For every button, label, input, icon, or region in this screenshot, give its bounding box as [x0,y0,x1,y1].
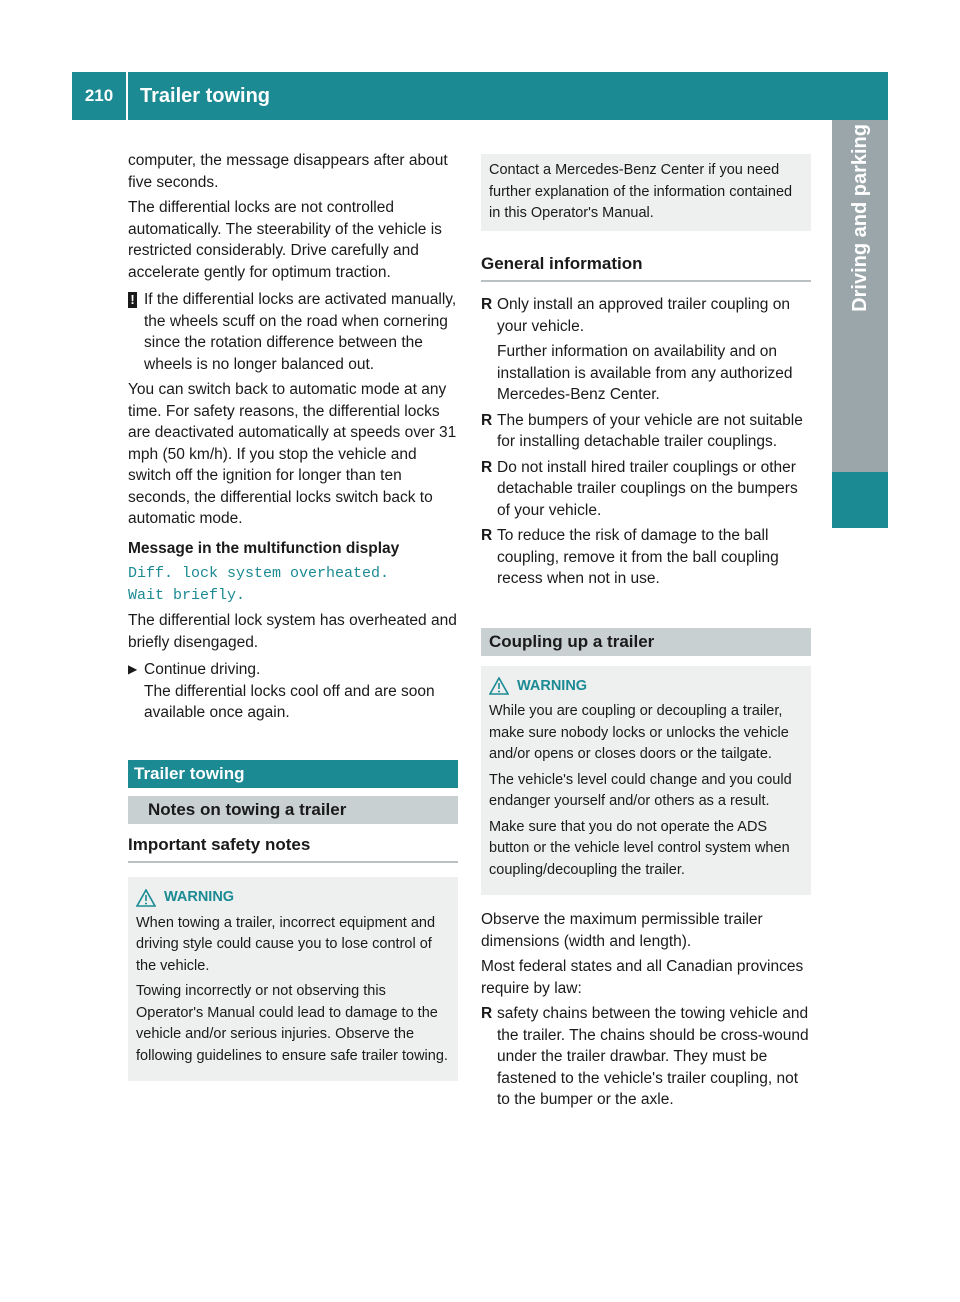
warning-text: Towing incorrectly or not observing this Operator's Manual could lead to damage to the vehicle and/or serious injuries. Observe the following guidelines to ensure safe trailer towing. [136,983,448,1064]
paragraph: You can switch back to automatic mode at any time. For safety reasons, the differential locks are deactivated automatically at speeds over 31 mph (50 km/h). If you stop the vehicle and switch off the ignition for longer than ten seconds, the differential locks switch back to automatic mode. [128,381,457,527]
list-item [481,410,811,453]
warning-box [481,666,811,896]
step-text: Continue driving. [144,661,261,678]
display-message-line: Wait briefly. [128,586,246,604]
page-title: Trailer towing [140,84,271,107]
page-number: 210 [84,86,114,105]
paragraph: The differential lock system has overheated and briefly disengaged. [128,612,457,651]
warning-triangle-icon [489,677,509,695]
section-band-coupling: Coupling up a trailer [481,628,811,656]
bullet-icon: R [481,527,493,544]
list-item [481,457,811,522]
paragraph: computer, the message disappears after about five seconds. [128,152,448,191]
paragraph: The differential locks are not controlled automatically. The steerability of the vehicle is restricted considerably. Drive carefully and accelerate gently for optimum traction. [128,199,442,281]
section-band-notes: Notes on towing a trailer [128,796,458,824]
bullet-icon: R [481,411,493,429]
list-item-text: safety chains between the towing vehicle and the trailer. The chains should be cross-wound under the trailer drawbar. They must be fastened to the vehicle's trailer coupling, not to the bumper or the axle. [497,1005,809,1108]
list-item-subtext: Further information on availability and on installation is available from any authorized Mercedes-Benz Center. [497,343,793,403]
warning-title: WARNING [517,677,588,694]
header-divider [126,72,128,120]
warning-text: While you are coupling or decoupling a trailer, make sure nobody locks or unlocks the vehicle and/or opens or closes doors or the tailgate. [489,703,789,762]
step-result: The differential locks cool off and are soon available once again. [144,682,435,721]
warning-header [489,676,803,698]
right-column [481,154,811,1115]
note-text: If the differential locks are activated manually, the wheels scuff on the road when cornering since the rotation difference between the wheels is no longer balanced out. [144,291,457,373]
bullet-icon: R [481,1005,493,1022]
warning-text: The vehicle's level could change and you could endanger yourself and/or others as a result. [489,771,792,809]
exclamation-icon: ! [128,289,144,375]
instruction-step [128,659,458,724]
info-box: Contact a Mercedes-Benz Center if you need further explanation of the information contained in this Operator's Manual. [481,154,811,231]
warning-triangle-icon [136,889,156,907]
warning-box [128,877,458,1081]
list-item-text: To reduce the risk of damage to the ball coupling, remove it from the ball coupling recess when not in use. [497,527,779,587]
display-message-line: Diff. lock system overheated. [128,565,390,582]
list-item-text: Do not install hired trailer couplings or other detachable trailer couplings on the bumpers of your vehicle. [497,458,798,519]
list-item-text: The bumpers of your vehicle are not suitable for installing detachable trailer couplings. [497,411,803,450]
paragraph: Most federal states and all Canadian provinces require by law: [481,958,804,997]
step-arrow-icon: ▶ [128,662,138,676]
list-item [481,1003,811,1111]
list-item [481,525,811,590]
side-tab-marker [832,472,888,528]
bullet-list [481,294,811,590]
list-item-text: Only install an approved trailer coupling on your vehicle. [497,296,790,335]
section-heading: General information [481,253,811,283]
side-tab-label: Driving and parking [848,124,871,312]
paragraph: Observe the maximum permissible trailer dimensions (width and length). [481,911,763,950]
list-item [481,294,811,406]
left-column [128,150,458,1081]
warning-header [136,887,450,909]
warning-text: Make sure that you do not operate the ADS button or the vehicle level control system when coupling/decoupling the trailer. [489,818,790,878]
warning-text: When towing a trailer, incorrect equipment and driving style could cause you to lose control of the vehicle. [136,914,436,974]
section-heading: Important safety notes [128,834,458,864]
section-band-trailer-towing: Trailer towing [128,760,458,788]
note [128,289,458,375]
message-heading: Message in the multifunction display [128,539,400,557]
bullet-icon: R [481,296,493,313]
warning-title: WARNING [164,889,235,905]
bullet-icon: R [481,458,493,476]
